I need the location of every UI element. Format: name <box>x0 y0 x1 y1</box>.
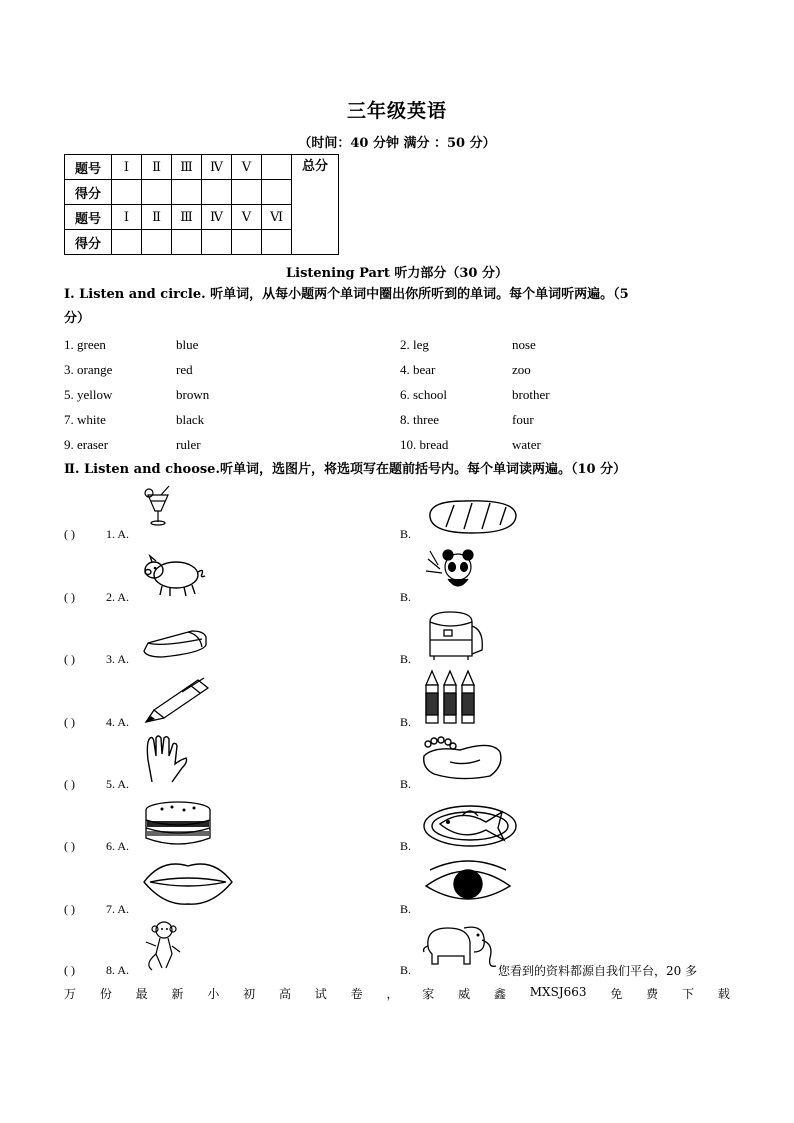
answer-bracket: ( ) <box>64 590 75 604</box>
word-option: zoo <box>512 362 531 377</box>
section1-heading: Ⅰ. Listen and circle. 听单词，从每小题两个单词中圈出你所听到的单词。每个单词听两遍。（5 <box>64 287 629 302</box>
footer-char: 高 <box>278 987 291 1001</box>
word-item: 3. orange <box>64 362 113 377</box>
cake-icon <box>142 800 214 850</box>
panda-icon <box>424 547 480 595</box>
question-label: 2. A. <box>106 590 130 604</box>
answer-bracket: ( ) <box>64 839 75 853</box>
question-label: 3. A. <box>106 652 130 666</box>
footer-char: 免 <box>610 987 623 1001</box>
eye-icon <box>424 860 512 908</box>
footer-char: 试 <box>314 987 327 1001</box>
answer-bracket: ( ) <box>64 902 75 916</box>
word-option: four <box>512 412 534 427</box>
table-cell <box>172 180 202 205</box>
question-label: 8. A. <box>106 963 130 977</box>
mouth-icon <box>142 856 234 908</box>
question-label: 1. A. <box>106 527 130 541</box>
word-item: 7. white <box>64 412 106 427</box>
word-item: 2. leg <box>400 337 429 352</box>
table-cell: 得分 <box>65 230 112 255</box>
footer-char: 小 <box>207 987 220 1001</box>
table-cell: Ⅳ <box>202 205 232 230</box>
answer-bracket: ( ) <box>64 527 75 541</box>
part-title: Listening Part 听力部分（30 分） <box>286 266 508 281</box>
table-cell: Ⅴ <box>232 155 262 180</box>
table-cell <box>232 180 262 205</box>
table-cell <box>112 230 142 255</box>
option-b-label: B. <box>400 527 412 541</box>
table-cell <box>232 230 262 255</box>
word-item: 10. bread <box>400 437 449 452</box>
word-option: ruler <box>176 437 201 452</box>
footer-char: 新 <box>171 987 184 1001</box>
answer-bracket: ( ) <box>64 963 75 977</box>
exam-info: （时间：40 分钟 满分 ：50 分） <box>298 136 496 151</box>
word-item: 1. green <box>64 337 106 352</box>
footer-char: 初 <box>243 987 256 1001</box>
option-b-label: B. <box>400 902 412 916</box>
footer-note: 您看到的资料都源自我们平台，20 多 <box>498 964 698 978</box>
section1-heading-cont: 分） <box>64 311 91 326</box>
footer-char: 份 <box>99 987 112 1001</box>
word-item: 8. three <box>400 412 439 427</box>
section2-heading: Ⅱ. Listen and choose.听单词，选图片，将选项写在题前括号内。每个单词读两遍。（10 分） <box>64 462 627 477</box>
table-cell <box>112 180 142 205</box>
table-cell: 题号 <box>65 205 112 230</box>
table-cell: Ⅰ <box>112 205 142 230</box>
eraser-icon <box>142 627 212 661</box>
bread-icon <box>424 497 520 537</box>
table-cell: Ⅳ <box>202 155 232 180</box>
word-option: brother <box>512 387 550 402</box>
table-cell <box>202 180 232 205</box>
juice-icon <box>142 485 174 527</box>
answer-bracket: ( ) <box>64 777 75 791</box>
score-table <box>64 154 339 255</box>
foot-icon <box>420 736 504 784</box>
elephant-icon <box>420 918 500 974</box>
word-option: blue <box>176 337 199 352</box>
table-cell <box>202 230 232 255</box>
question-label: 4. A. <box>106 715 130 729</box>
option-b-label: B. <box>400 652 412 666</box>
table-cell <box>262 180 292 205</box>
question-label: 7. A. <box>106 902 130 916</box>
answer-bracket: ( ) <box>64 715 75 729</box>
word-option: black <box>176 412 205 427</box>
word-option: red <box>176 362 193 377</box>
word-option: nose <box>512 337 536 352</box>
word-option: brown <box>176 387 210 402</box>
footer-char: 家 <box>422 987 435 1001</box>
option-b-label: B. <box>400 590 412 604</box>
word-item: 9. eraser <box>64 437 109 452</box>
fish-icon <box>422 800 518 848</box>
hand-icon <box>142 734 190 786</box>
footer-code: MXSJ663 <box>529 985 587 999</box>
table-cell <box>142 180 172 205</box>
word-item: 6. school <box>400 387 447 402</box>
monkey-icon <box>142 918 184 974</box>
question-label: 6. A. <box>106 839 130 853</box>
crayons-icon <box>422 669 480 727</box>
table-row <box>65 155 339 180</box>
answer-bracket: ( ) <box>64 652 75 666</box>
word-option: water <box>512 437 541 452</box>
footer-char: 下 <box>682 987 695 1001</box>
table-cell: Ⅱ <box>142 155 172 180</box>
footer-char: 最 <box>135 987 148 1001</box>
pig-icon <box>142 553 206 599</box>
table-cell: Ⅰ <box>112 155 142 180</box>
footer-char: 载 <box>717 987 730 1001</box>
option-b-label: B. <box>400 777 412 791</box>
table-cell <box>262 155 292 180</box>
word-item: 5. yellow <box>64 387 113 402</box>
table-cell <box>172 230 202 255</box>
table-cell: Ⅵ <box>262 205 292 230</box>
total-score-cell: 总分 <box>292 155 339 255</box>
footer-char: 万 <box>64 987 77 1001</box>
footer-char: 鑫 <box>493 987 506 1001</box>
footer-char: ， <box>386 987 399 1001</box>
table-cell: 题号 <box>65 155 112 180</box>
table-cell: 得分 <box>65 180 112 205</box>
footer-line <box>64 985 730 1002</box>
pen-icon <box>142 674 214 724</box>
table-cell: Ⅲ <box>172 205 202 230</box>
footer-char: 威 <box>458 987 471 1001</box>
page-title: 三年级英语 <box>346 100 447 122</box>
table-cell: Ⅱ <box>142 205 172 230</box>
table-cell <box>262 230 292 255</box>
footer-char: 卷 <box>350 987 363 1001</box>
option-b-label: B. <box>400 839 412 853</box>
schoolbag-icon <box>420 610 486 660</box>
question-label: 5. A. <box>106 777 130 791</box>
table-cell <box>142 230 172 255</box>
footer-char: 费 <box>646 987 659 1001</box>
word-item: 4. bear <box>400 362 436 377</box>
table-cell: Ⅲ <box>172 155 202 180</box>
option-b-label: B. <box>400 715 412 729</box>
option-b-label: B. <box>400 963 412 977</box>
table-cell: Ⅴ <box>232 205 262 230</box>
